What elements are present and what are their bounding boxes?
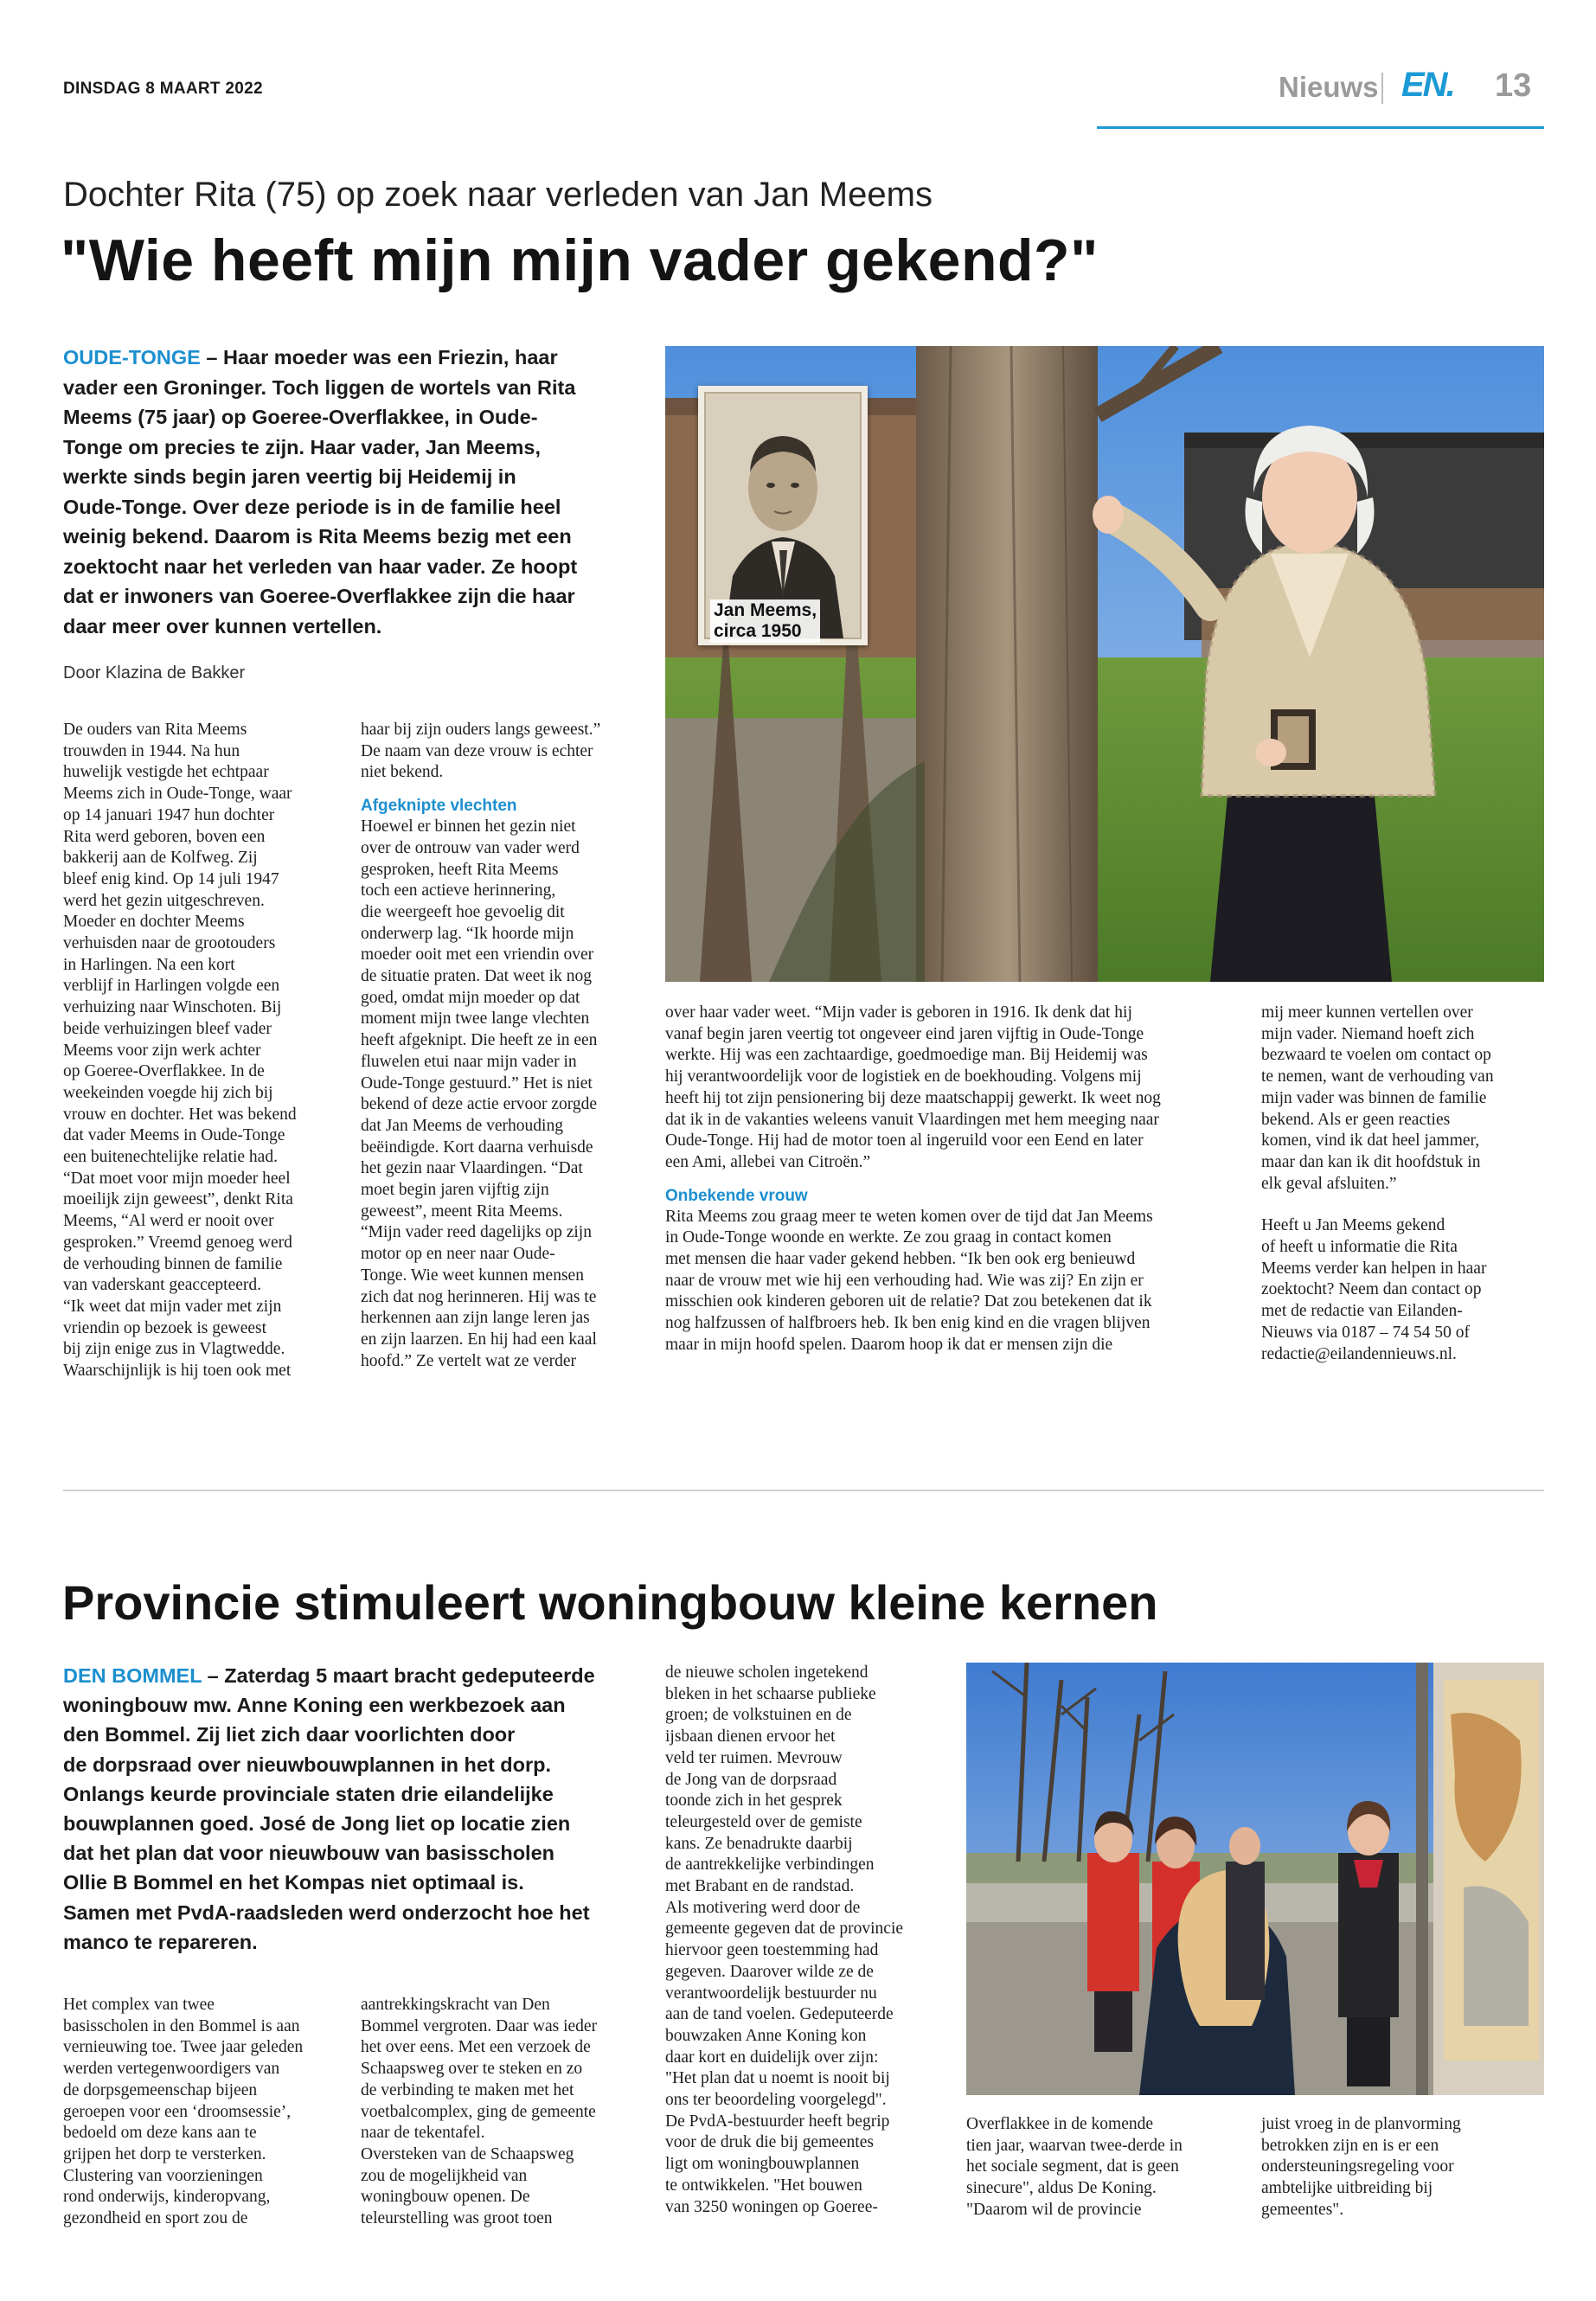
text-line: Overflakkee in de komende xyxy=(966,2115,1154,2133)
article2-column-4 xyxy=(966,2114,1252,2221)
text-line: Tonge om precies te zijn. Haar vader, Jan Meems, xyxy=(63,435,542,458)
text-line: Tonge. Wie weet kunnen mensen xyxy=(361,1266,584,1285)
text-line: hij verantwoordelijk voor de logistiek en de boekhouding. Volgens mij xyxy=(665,1067,1142,1086)
text-line: met mensen die haar vader gekend hebben. “Ik ben ook erg benieuwd xyxy=(665,1250,1136,1269)
text-line: trouwden in 1944. Na hun xyxy=(63,741,240,760)
text-line: grijpen het dorp te versterken. xyxy=(63,2144,266,2163)
column-3-text-b xyxy=(665,1207,1253,1356)
text-line: "Het plan dat u noemt is nooit bij xyxy=(665,2069,890,2088)
text-line: ondersteuningsregeling voor xyxy=(1261,2157,1454,2176)
text-line: redactie@eilandennieuws.nl. xyxy=(1261,1344,1457,1363)
text-line: aantrekkingskracht van Den xyxy=(361,1996,550,2014)
text-line: Meems voor zijn werk achter xyxy=(63,1041,261,1060)
text-line: goed, omdat mijn moeder op dat xyxy=(361,988,580,1007)
text-line: Ollie B Bommel en het Kompas niet optimaal is. xyxy=(63,1871,524,1894)
text-line: nog halfzussen of halfbroers heb. Ik ben enig kind en die vragen blijven xyxy=(665,1314,1151,1333)
text-line: "Daarom wil de provincie xyxy=(966,2200,1142,2219)
text-line: groen; de volkstuinen en de xyxy=(665,1706,852,1725)
text-line: teleurgesteld over de gemiste xyxy=(665,1812,862,1831)
text-line: een buitenechtelijke relatie had. xyxy=(63,1148,278,1167)
article2-lead xyxy=(63,1661,651,1957)
text-line: moment mijn twee lange vlechten xyxy=(361,1009,590,1029)
photo-werkbezoek-illustration xyxy=(966,1663,1544,2095)
text-line: Moeder en dochter Meems xyxy=(63,913,245,932)
lead2-dash: – xyxy=(202,1664,225,1687)
text-line: De naam van deze vrouw is echter xyxy=(361,741,593,760)
article1-column-1 xyxy=(63,720,340,1382)
text-line: niet bekend. xyxy=(361,763,444,782)
text-line: bij zijn enige zus in Vlagtwedde. xyxy=(63,1340,285,1359)
text-line: veld ter ruimen. Mevrouw xyxy=(665,1748,843,1767)
text-line: bedoeld om deze kans aan te xyxy=(63,2124,257,2143)
text-line: Rita Meems zou graag meer te weten komen over de tijd dat Jan Meems xyxy=(665,1207,1153,1226)
article1-column-2 xyxy=(361,720,646,1372)
article1-headline: "Wie heeft mijn mijn vader gekend?" xyxy=(61,228,1099,293)
text-line: betrokken zijn en is er een xyxy=(1261,2136,1439,2155)
text-line: “Ik weet dat mijn vader met zijn xyxy=(63,1297,282,1316)
text-line: daar meer over kunnen vertellen. xyxy=(63,614,382,638)
text-line: mij meer kunnen vertellen over xyxy=(1261,1003,1473,1022)
text-line: in Harlingen. Na een kort xyxy=(63,955,235,974)
header-rule xyxy=(1097,126,1544,129)
text-line: dat ik in de vakanties weleens vanuit Vlaardingen met hem meeging naar xyxy=(665,1110,1159,1129)
text-line: de Jong van de dorpsraad xyxy=(665,1770,837,1789)
text-line: “Dat moet voor mijn moeder heel xyxy=(63,1169,291,1188)
text-line: sinecure", aldus De Koning. xyxy=(966,2179,1157,2198)
text-line: De ouders van Rita Meems xyxy=(63,721,247,739)
text-line: moet begin jaren vijftig zijn xyxy=(361,1181,549,1200)
article1-column-4 xyxy=(1261,1003,1547,1365)
text-line: hiervoor geen toestemming had xyxy=(665,1941,879,1960)
text-line: vriendin op bezoek is geweest xyxy=(63,1318,267,1337)
text-line: Meems (75 jaar) op Goeree-Overflakkee, in Oude- xyxy=(63,406,538,428)
text-line: zoektocht naar het verleden van haar vader. Ze hoopt xyxy=(63,554,578,578)
text-line: maar in mijn hoofd spelen. Daarom hoop ik dat er mensen zijn die xyxy=(665,1335,1113,1354)
text-line: de verhouding binnen de familie xyxy=(63,1254,283,1273)
text-line: beide verhuizingen bleef vader xyxy=(63,1019,272,1038)
text-line: in Oude-Tonge woonde en werkte. Ze zou graag in contact komen xyxy=(665,1228,1112,1247)
text-line: gesproken.” Vreemd genoeg werd xyxy=(63,1233,292,1252)
text-line: ijsbaan dienen ervoor het xyxy=(665,1727,836,1747)
text-line: elk geval afsluiten.” xyxy=(1261,1174,1397,1193)
text-line: het sociale segment, dat is geen xyxy=(966,2157,1179,2176)
text-line: toch een actieve herinnering, xyxy=(361,881,556,901)
text-line: te nemen, want de verhouding van xyxy=(1261,1067,1494,1086)
text-line: werd het gezin uitgeschreven. xyxy=(63,891,265,910)
text-line: bouwzaken Anne Koning kon xyxy=(665,2026,867,2045)
text-line: Onlangs keurde provinciale staten drie eilandelijke xyxy=(63,1782,554,1805)
subhead-afgeknipte-vlechten: Afgeknipte vlechten xyxy=(361,797,517,816)
text-line: de dorpsgemeenschap bijeen xyxy=(63,2080,258,2099)
lead-dash: – xyxy=(200,346,223,369)
column-2-text xyxy=(361,817,646,1372)
text-line: naar de vrouw met wie hij een verhouding had. Wie was zij? En zijn er xyxy=(665,1271,1144,1290)
brand-logo: EN. xyxy=(1401,66,1454,104)
text-line: dat Jan Meems de verhouding xyxy=(361,1116,563,1135)
text-line: verhuisden naar de grootouders xyxy=(63,934,276,953)
text-line: de dorpsraad over nieuwbouwplannen in het dorp. xyxy=(63,1753,552,1776)
text-line: tien jaar, waarvan twee-derde in xyxy=(966,2136,1183,2155)
text-line: basisscholen in den Bommel is aan xyxy=(63,2016,300,2035)
text-line: van vaderskant geaccepteerd. xyxy=(63,1276,261,1295)
text-line: De PvdA-bestuurder heeft begrip xyxy=(665,2112,890,2131)
text-line: vanaf begin jaren veertig tot ongeveer eind jaren vijftig in Oude-Tonge xyxy=(665,1024,1144,1043)
text-line: of heeft u informatie die Rita xyxy=(1261,1238,1458,1257)
article1-lead xyxy=(63,343,617,641)
text-line: voor de druk die bij gemeentes xyxy=(665,2133,874,2152)
column-4-contact xyxy=(1261,1215,1547,1365)
text-line: beëindigde. Kort daarna verhuisde xyxy=(361,1138,593,1157)
text-line: dat er inwoners van Goeree-Overflakkee zijn die haar xyxy=(63,585,575,607)
text-line: gemeentes". xyxy=(1261,2200,1344,2219)
inset-caption: Jan Meems, circa 1950 xyxy=(710,599,820,643)
article2-column-1 xyxy=(63,1995,349,2230)
text-line: Meems, “Al werd er nooit over xyxy=(63,1212,274,1231)
text-line: werkte sinds begin jaren veertig bij Heidemij in xyxy=(63,465,516,488)
text-line: weinig bekend. Daarom is Rita Meems bezig met een xyxy=(63,525,572,548)
article-divider xyxy=(63,1490,1544,1491)
text-line: met de redactie van Eilanden- xyxy=(1261,1302,1463,1321)
text-line: gegeven. Daarover wilde ze de xyxy=(665,1962,874,1981)
issue-date: DINSDAG 8 MAART 2022 xyxy=(63,80,263,98)
text-line: Oude-Tonge. Hij had de motor toen al ingeruild voor een Eend en later xyxy=(665,1131,1144,1150)
text-line: bezwaard te voelen om contact op xyxy=(1261,1046,1491,1065)
article1-kicker: Dochter Rita (75) op zoek naar verleden van Jan Meems xyxy=(63,176,933,214)
text-line: gesproken, heeft Rita Meems xyxy=(361,860,559,879)
column-2-top-text xyxy=(361,720,646,784)
byline: Door Klazina de Bakker xyxy=(63,663,246,683)
section-label: Nieuws xyxy=(1279,71,1379,103)
text-line: misschien ook kinderen geboren uit de relatie? Dat zou betekenen dat ik xyxy=(665,1292,1152,1311)
text-line: juist vroeg in de planvorming xyxy=(1261,2115,1461,2133)
text-line: hoofd.” Ze vertelt wat ze verder xyxy=(361,1351,577,1370)
lead2-text xyxy=(63,1664,595,1953)
text-line: “Mijn vader reed dagelijks op zijn xyxy=(361,1223,592,1242)
article1-column-3 xyxy=(665,1003,1253,1356)
text-line: vernieuwing toe. Twee jaar geleden xyxy=(63,2038,304,2057)
text-line: onderwerp lag. “Ik hoorde mijn xyxy=(361,924,574,943)
text-line: Waarschijnlijk is hij toen ook met xyxy=(63,1362,292,1381)
article2-headline: Provincie stimuleert woningbouw kleine kernen xyxy=(62,1575,1158,1630)
lead2-place: DEN BOMMEL xyxy=(63,1664,202,1687)
text-line: op 14 januari 1947 hun dochter xyxy=(63,805,275,824)
text-line: verhuizing naar Winschoten. Bij xyxy=(63,998,282,1017)
text-line: vrouw en dochter. Het was bekend xyxy=(63,1105,297,1124)
text-line: bleken in het schaarse publieke xyxy=(665,1684,876,1703)
text-line: het gezin naar Vlaardingen. “Dat xyxy=(361,1159,583,1178)
text-line: komen, vind ik dat heel jammer, xyxy=(1261,1131,1480,1150)
text-line: de aantrekkelijke verbindingen xyxy=(665,1856,875,1875)
subhead-onbekende-vrouw: Onbekende vrouw xyxy=(665,1186,808,1205)
text-line: verantwoordelijk bestuurder nu xyxy=(665,1984,877,2003)
header-separator xyxy=(1381,73,1383,104)
text-line: ligt om woningbouwplannen xyxy=(665,2155,860,2174)
text-line: Het complex van twee xyxy=(63,1996,215,2014)
article2-column-2 xyxy=(361,1995,646,2230)
text-line: de verbinding te maken met het xyxy=(361,2080,574,2099)
text-line: bouwplannen goed. José de Jong liet op locatie zien xyxy=(63,1812,571,1836)
text-line: aan de tand voelen. Gedeputeerde xyxy=(665,2005,894,2024)
text-line: mijn vader. Niemand hoeft zich xyxy=(1261,1024,1475,1043)
text-line: weekeinden voegde hij zich bij xyxy=(63,1083,273,1102)
text-line: moeder ooit met een vriendin over xyxy=(361,945,594,965)
text-line: werden vertegenwoordigers van xyxy=(63,2060,280,2079)
text-line: fluwelen etui naar mijn vader in xyxy=(361,1052,577,1071)
text-line: geroepen voor een ‘droomsessie’, xyxy=(63,2102,292,2121)
text-line: Heeft u Jan Meems gekend xyxy=(1261,1216,1445,1235)
text-line: met Brabant en de randstad. xyxy=(665,1877,855,1896)
text-line: Als motivering werd door de xyxy=(665,1898,861,1917)
text-line: een Ami, allebei van Citroën.” xyxy=(665,1152,871,1171)
text-line: dat het plan dat voor nieuwbouw van basisscholen xyxy=(63,1842,555,1865)
text-line: ons ter beoordeling voorgelegd". xyxy=(665,2091,887,2110)
text-line: maar dan kan ik dit hoofdstuk in xyxy=(1261,1152,1481,1171)
text-line: zou de mogelijkheid van xyxy=(361,2166,528,2185)
text-line: verblijf in Harlingen volgde een xyxy=(63,977,280,996)
text-line: toonde zich in het gesprek xyxy=(665,1791,843,1811)
text-line: over de ontrouw van vader werd xyxy=(361,838,580,857)
text-line: Zaterdag 5 maart bracht gedeputeerde xyxy=(224,1664,595,1687)
text-line: Schaapsweg over te steken en zo xyxy=(361,2060,583,2079)
text-line: Oversteken van de Schaapsweg xyxy=(361,2144,574,2163)
text-line: moeilijk zijn geweest”, denkt Rita xyxy=(63,1190,293,1209)
text-line: werkte. Hij was een zachtaardige, goedmoedige man. Bij Heidemij was xyxy=(665,1046,1148,1065)
text-line: zich dat nog herinneren. Hij was te xyxy=(361,1287,597,1306)
text-line: vader een Groninger. Toch liggen de wortels van Rita xyxy=(63,375,576,399)
text-line: Hoewel er binnen het gezin niet xyxy=(361,817,576,836)
text-line: bekend of deze actie ervoor zorgde xyxy=(361,1095,598,1114)
text-line: Meems zich in Oude-Tonge, waar xyxy=(63,785,292,804)
text-line: Oude-Tonge gestuurd.” Het is niet xyxy=(361,1074,593,1093)
text-line: den Bommel. Zij liet zich daar voorlichten door xyxy=(63,1723,516,1747)
text-line: gemeente gegeven dat de provincie xyxy=(665,1920,904,1939)
text-line: bakkerij aan de Kolfweg. Zij xyxy=(63,849,258,868)
text-line: Nieuws via 0187 – 74 54 50 of xyxy=(1261,1323,1471,1342)
text-line: op Goeree-Overflakkee. In de xyxy=(63,1062,265,1081)
text-line: geweest”, meent Rita Meems. xyxy=(361,1202,563,1221)
text-line: ambtelijke uitbreiding bij xyxy=(1261,2179,1433,2198)
text-line: teleurstelling was groot toen xyxy=(361,2209,553,2228)
text-line: kans. Ze benadrukte daarbij xyxy=(665,1834,853,1853)
text-line: haar bij zijn ouders langs geweest.” xyxy=(361,721,601,739)
text-line: heeft hij tot zijn pensionering bij deze maatschappij gewerkt. Ik weet nog xyxy=(665,1088,1161,1107)
text-line: woningbouw mw. Anne Koning een werkbezoek aan xyxy=(63,1694,566,1717)
text-line: het over eens. Met een verzoek de xyxy=(361,2038,591,2057)
text-line: Haar moeder was een Friezin, haar xyxy=(223,346,558,369)
text-line: woningbouw openen. De xyxy=(361,2188,530,2207)
text-line: de situatie praten. Dat weet ik nog xyxy=(361,967,592,986)
text-line: rond onderwijs, kinderopvang, xyxy=(63,2188,271,2207)
text-line: Samen met PvdA-raadsleden werd onderzocht hoe het xyxy=(63,1900,590,1924)
text-line: naar de tekentafel. xyxy=(361,2124,485,2143)
text-line: herkennen aan zijn lange leren jas xyxy=(361,1309,590,1328)
text-line: huwelijk vestigde het echtpaar xyxy=(63,763,269,782)
text-line: heeft afgeknipt. Die heeft ze in een xyxy=(361,1031,598,1050)
page-number: 13 xyxy=(1495,67,1532,104)
text-line: gezondheid en sport zou de xyxy=(63,2209,248,2228)
column-3-text-a xyxy=(665,1003,1253,1174)
text-line: bekend. Als er geen reacties xyxy=(1261,1110,1451,1129)
column-4-text-a xyxy=(1261,1003,1547,1195)
text-line: mijn vader was binnen de familie xyxy=(1261,1088,1487,1107)
text-line: Clustering van voorzieningen xyxy=(63,2166,263,2185)
text-line: die weergeeft hoe gevoelig dit xyxy=(361,902,565,921)
photo-werkbezoek-den-bommel xyxy=(966,1663,1544,2095)
text-line: en zijn laarzen. En hij had een kaal xyxy=(361,1330,597,1349)
lead-place: OUDE-TONGE xyxy=(63,346,201,369)
text-line: Oude-Tonge. Over deze periode is in de familie heel xyxy=(63,495,561,518)
text-line: over haar vader weet. “Mijn vader is geboren in 1916. Ik denk dat hij xyxy=(665,1003,1132,1022)
article2-column-5 xyxy=(1261,2114,1547,2221)
text-line: dat vader Meems in Oude-Tonge xyxy=(63,1126,285,1145)
text-line: Rita werd geboren, boven een xyxy=(63,827,266,846)
text-line: motor op en neer naar Oude- xyxy=(361,1245,555,1264)
text-line: Bommel vergroten. Daar was ieder xyxy=(361,2016,598,2035)
text-line: van 3250 woningen op Goeree- xyxy=(665,2197,878,2216)
article2-column-3 xyxy=(665,1663,951,2218)
text-line: manco te repareren. xyxy=(63,1930,258,1953)
text-line: de nieuwe scholen ingetekend xyxy=(665,1663,869,1682)
text-line: bleef enig kind. Op 14 juli 1947 xyxy=(63,869,279,888)
text-line: daar kort en duidelijk over zijn: xyxy=(665,2048,879,2067)
text-line: voetbalcomplex, ging de gemeente xyxy=(361,2102,596,2121)
lead-text xyxy=(63,346,577,638)
text-line: Meems verder kan helpen in haar xyxy=(1261,1259,1487,1278)
text-line: te ontwikkelen. "Het bouwen xyxy=(665,2176,862,2195)
text-line: zoektocht? Neem dan contact op xyxy=(1261,1280,1482,1299)
